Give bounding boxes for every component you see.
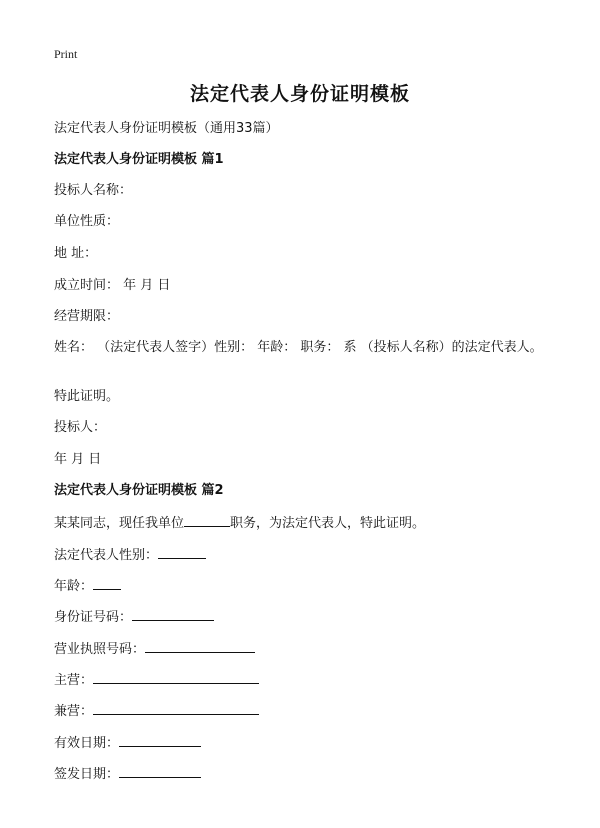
age-line — [54, 576, 554, 595]
gender-blank[interactable] — [158, 545, 206, 559]
valid-date-line — [54, 733, 554, 752]
gender-line — [54, 545, 554, 564]
section-heading-2: 法定代表人身份证明模板 篇2 — [54, 483, 224, 498]
license-number-blank[interactable] — [145, 639, 255, 653]
side-business-blank[interactable] — [93, 701, 259, 715]
position-blank[interactable] — [184, 513, 230, 527]
issue-date-label: 签发日期： — [54, 767, 120, 782]
valid-date-label: 有效日期： — [54, 736, 120, 751]
unit-nature-line: 单位性质： — [54, 214, 120, 229]
license-number-label: 营业执照号码： — [54, 642, 146, 657]
side-business-label: 兼营： — [54, 704, 94, 719]
license-number-line — [54, 639, 554, 658]
gender-label: 法定代表人性别： — [54, 548, 159, 563]
established-line: 成立时间： 年 月 日 — [54, 278, 171, 293]
age-blank[interactable] — [93, 576, 121, 590]
print-link[interactable]: Print — [54, 47, 78, 61]
business-term-line: 经营期限： — [54, 309, 120, 324]
date-line: 年 月 日 — [54, 452, 102, 467]
issue-date-blank[interactable] — [119, 764, 201, 778]
main-business-line — [54, 670, 554, 689]
age-label: 年龄： — [54, 579, 94, 594]
bidder-line: 投标人： — [54, 420, 107, 435]
document-title: 法定代表人身份证明模板 — [189, 83, 410, 105]
main-business-blank[interactable] — [93, 670, 259, 684]
intro-text-a: 某某同志，现任我单位 — [54, 516, 185, 531]
main-business-label: 主营： — [54, 673, 94, 688]
section-heading-1: 法定代表人身份证明模板 篇1 — [54, 152, 224, 167]
issue-date-line — [54, 764, 554, 783]
intro-text-b: 职务，为法定代表人，特此证明。 — [230, 516, 426, 531]
id-number-label: 身份证号码： — [54, 610, 133, 625]
bidder-name-line: 投标人名称： — [54, 183, 133, 198]
document-subtitle: 法定代表人身份证明模板（通用33篇） — [54, 121, 279, 136]
valid-date-blank[interactable] — [119, 733, 201, 747]
intro-line — [54, 513, 554, 532]
side-business-line — [54, 701, 554, 720]
address-line: 地 址： — [54, 246, 98, 261]
statement-paragraph: 姓名： （法定代表人签字）性别： 年龄： 职务： 系 （投标人名称）的法定代表人。 — [54, 340, 543, 355]
hereby-line: 特此证明。 — [54, 389, 120, 404]
id-number-line — [54, 607, 554, 626]
id-number-blank[interactable] — [132, 607, 214, 621]
